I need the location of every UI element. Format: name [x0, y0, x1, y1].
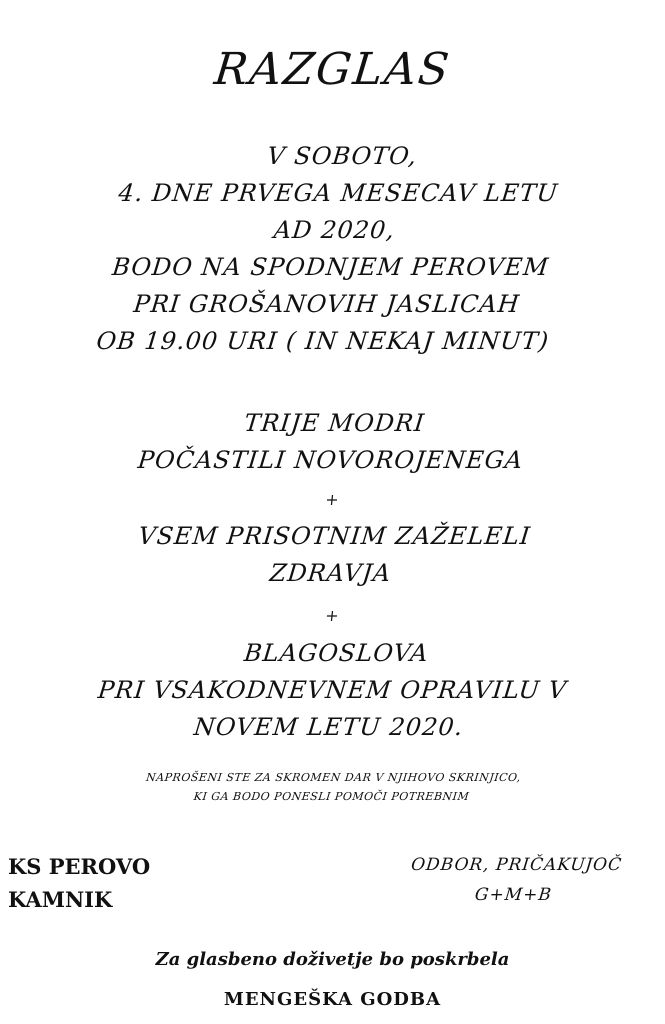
organizer-name: KS PEROVO	[8, 854, 151, 879]
donation-note	[0, 768, 665, 806]
program-line: PRI VSAKODNEVNEM OPRAVILU V	[96, 676, 569, 704]
event-time: OB 19.00 URI ( IN NEKAJ MINUT)	[95, 327, 551, 355]
program-line: ZDRAVJA	[268, 559, 393, 587]
event-day: V SOBOTO,	[265, 142, 419, 170]
page-title: RAZGLAS	[211, 44, 454, 95]
program-line: VSEM PRISOTNIM ZAŽELELI	[136, 522, 533, 550]
note-line: KI GA BODO PONESLI POMOČI POTREBNIM	[193, 790, 470, 803]
committee-block	[382, 850, 648, 910]
event-details	[0, 138, 665, 360]
program-line: POČASTILI NOVOROJENEGA	[136, 446, 525, 474]
note-line: NAPROŠENI STE ZA SKROMEN DAR V NJIHOVO SKRINJICO,	[145, 771, 522, 784]
program-line: TRIJE MODRI	[242, 409, 427, 437]
organizer-town: KAMNIK	[8, 887, 113, 912]
event-year: AD 2020,	[272, 216, 397, 244]
program-part-3	[0, 635, 665, 746]
event-location: PRI GROŠANOVIH JASLICAH	[132, 290, 522, 318]
organizer-block	[8, 850, 150, 916]
plus-separator: +	[324, 606, 341, 625]
music-band: MENGEŠKA GODBA	[223, 989, 442, 1010]
committee-initials: G+M+B	[473, 885, 553, 905]
program-line: NOVEM LETU 2020.	[192, 713, 465, 741]
music-intro: Za glasbeno doživetje bo poskrbela	[155, 949, 510, 970]
program-line: BLAGOSLOVA	[242, 639, 431, 667]
music-credit	[0, 940, 665, 1020]
committee-name: ODBOR, PRIČAKUJOČ	[410, 855, 624, 875]
event-place: BODO NA SPODNJEM PEROVEM	[110, 253, 551, 281]
event-date: 4. DNE PRVEGA MESECAV LETU	[117, 179, 560, 207]
program-part-2	[0, 518, 665, 592]
plus-separator: +	[324, 490, 341, 509]
program-part-1	[0, 405, 665, 479]
